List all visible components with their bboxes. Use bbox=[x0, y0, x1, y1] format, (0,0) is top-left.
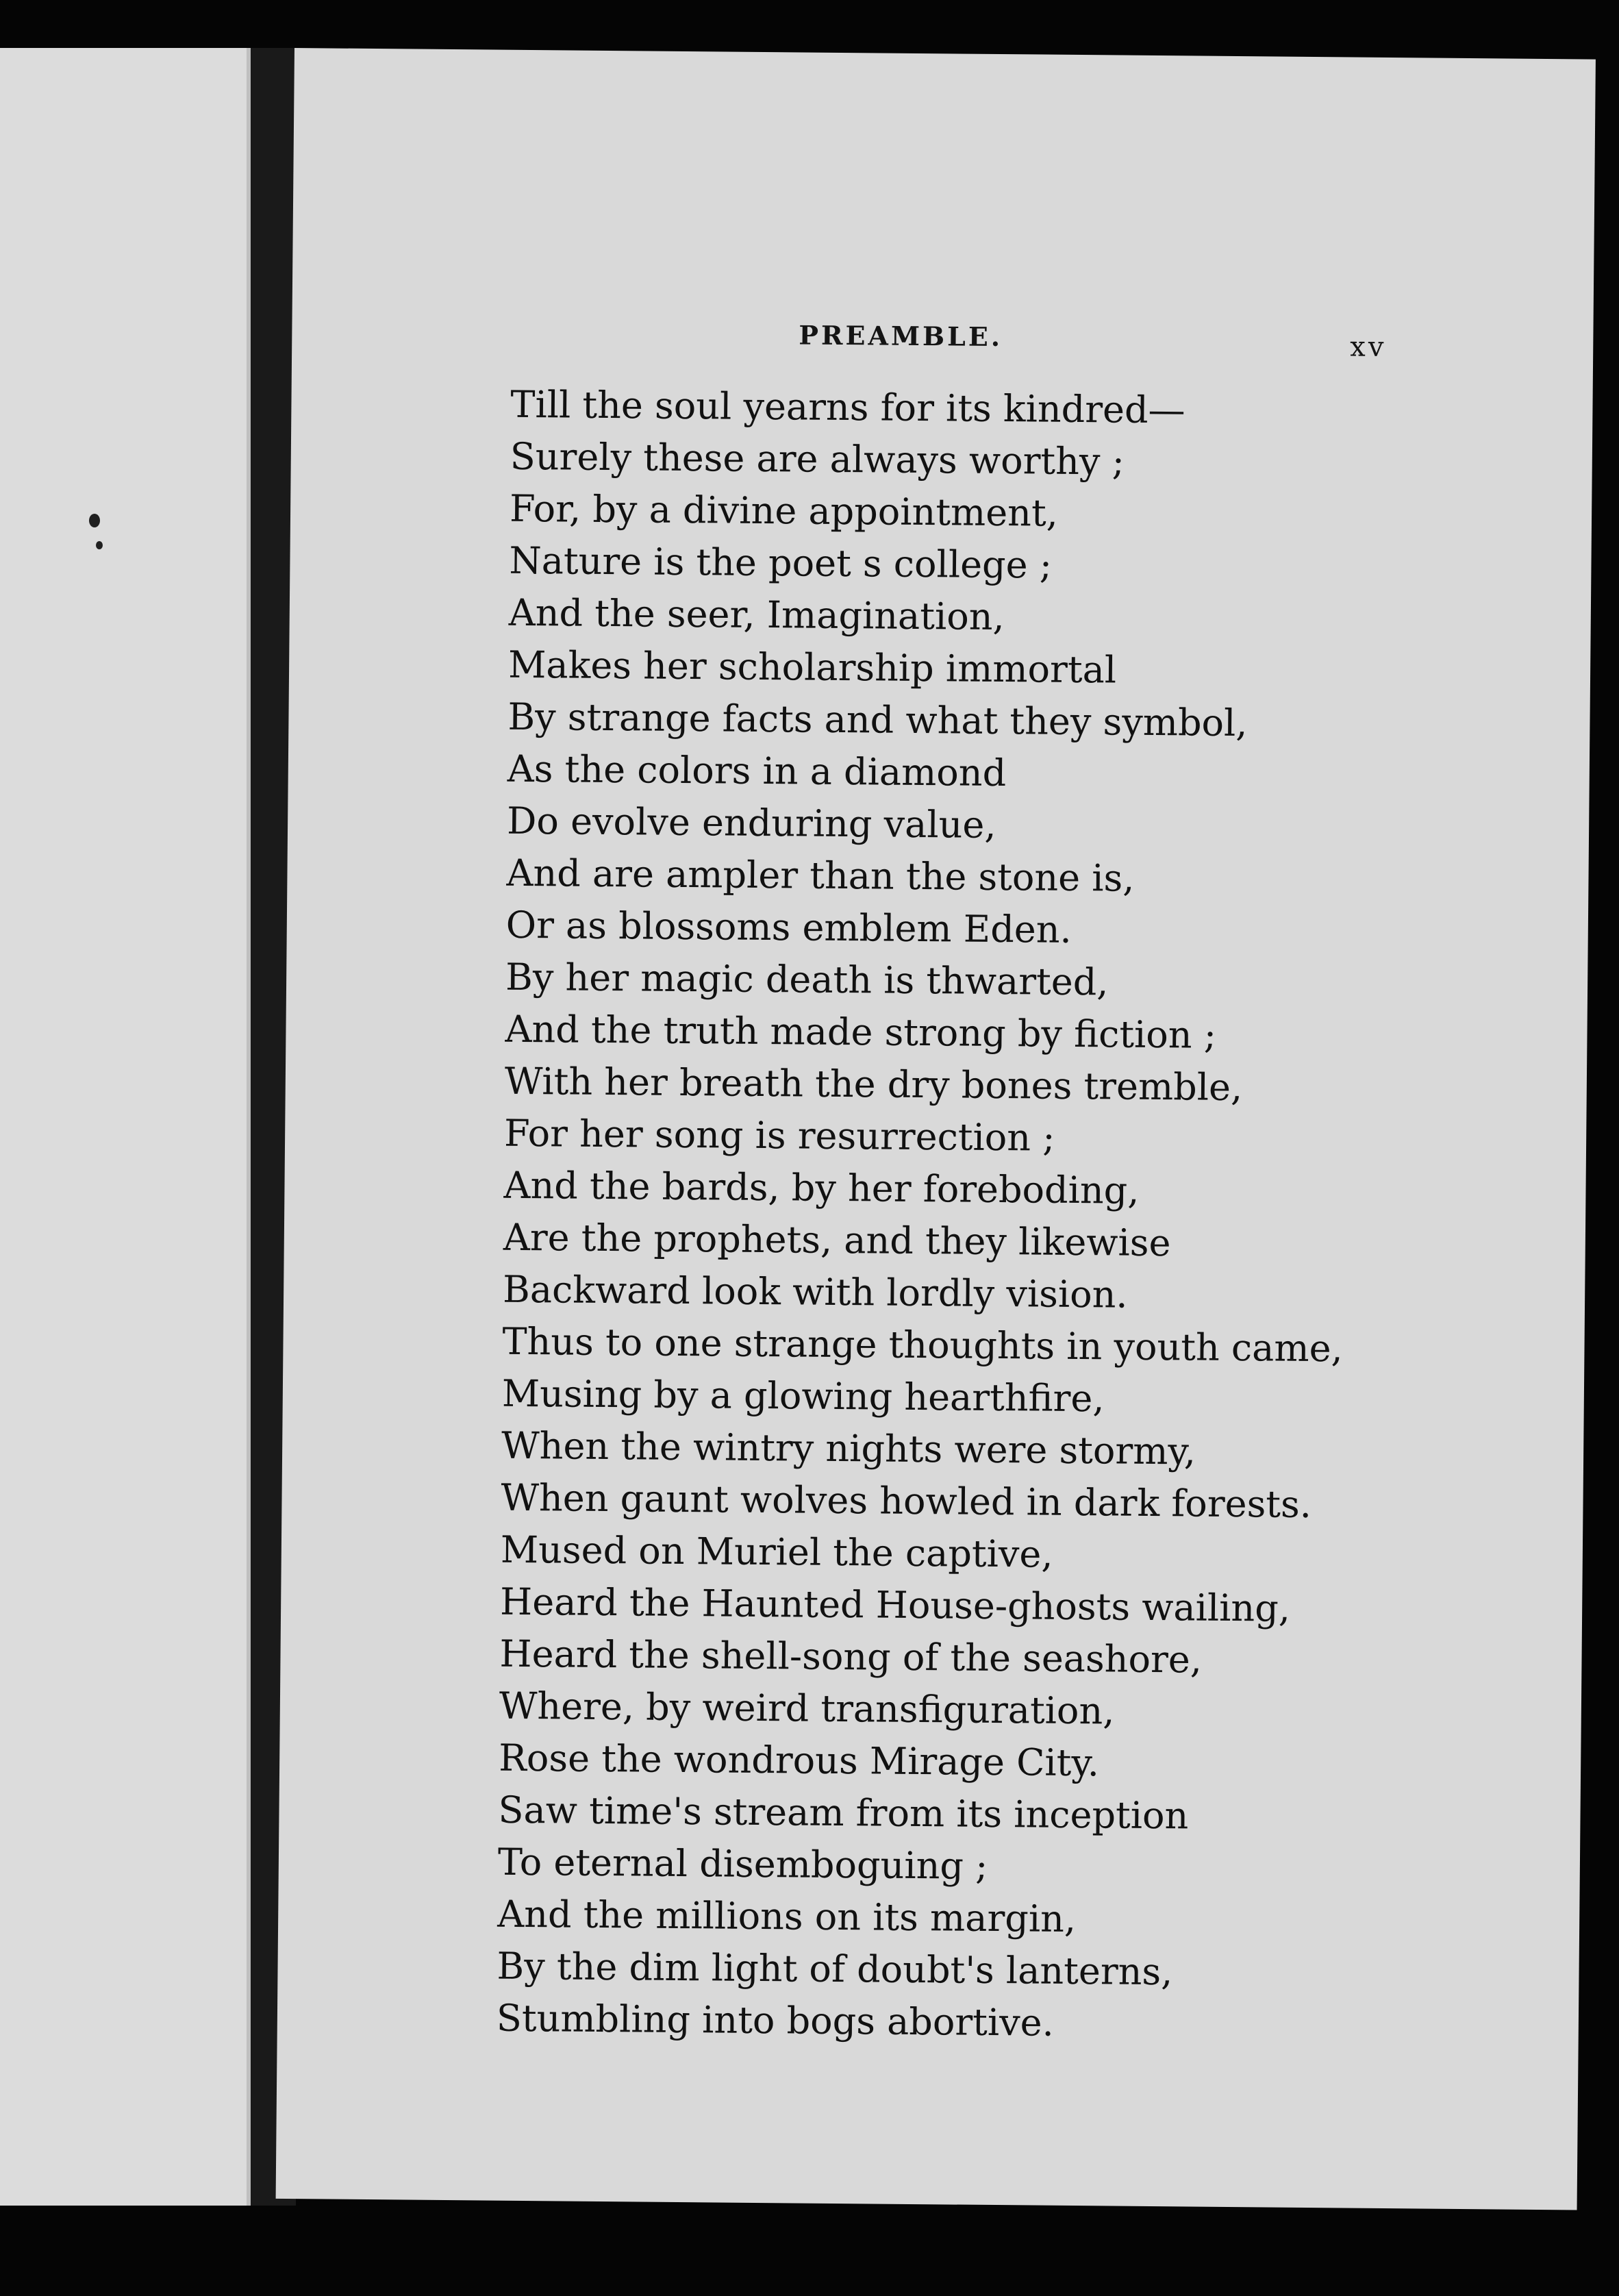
poem-line: Thus to one strange thoughts in youth came, bbox=[502, 1319, 1343, 1371]
poem-line: Saw time's stream from its inception bbox=[498, 1788, 1189, 1838]
poem-line: By strange facts and what they symbol, bbox=[507, 695, 1248, 745]
poem-line: Till the soul yearns for its kindred— bbox=[510, 382, 1185, 432]
poem-line: Backward look with lordly vision. bbox=[502, 1267, 1128, 1317]
poem-line: And the seer, Imagination, bbox=[508, 590, 1005, 639]
poem-line: By the dim light of doubt's lanterns, bbox=[497, 1944, 1173, 1994]
poem-line: By her magic death is thwarted, bbox=[505, 955, 1109, 1004]
running-head bbox=[292, 315, 1593, 368]
poem-line: To eternal disemboguing ; bbox=[497, 1840, 988, 1888]
poem-line: For her song is resurrection ; bbox=[503, 1111, 1055, 1160]
poem-text bbox=[497, 379, 1470, 2053]
poem-line: And are ampler than the stone is, bbox=[506, 851, 1135, 900]
poem-line: And the millions on its margin, bbox=[497, 1892, 1077, 1941]
poem-line: Musing by a glowing hearthfire, bbox=[501, 1371, 1105, 1421]
poem-line: When the wintry nights were stormy, bbox=[501, 1423, 1196, 1473]
poem-line: As the colors in a diamond bbox=[507, 747, 1007, 795]
poem-line: Makes her scholarship immortal bbox=[507, 642, 1117, 692]
poem-line: Stumbling into bogs abortive. bbox=[496, 1996, 1055, 2045]
poem-line: Nature is the poet s college ; bbox=[509, 538, 1053, 587]
poem-line: And the truth made strong by fiction ; bbox=[505, 1007, 1217, 1057]
poem-line: Or as blossoms emblem Eden. bbox=[505, 903, 1072, 951]
poem-line: Surely these are always worthy ; bbox=[510, 434, 1125, 484]
poem-line: Rose the wondrous Mirage City. bbox=[498, 1736, 1100, 1785]
left-page-edge bbox=[0, 48, 251, 2206]
poem-line: Heard the Haunted House-ghosts wailing, bbox=[499, 1580, 1291, 1630]
poem-line: And the bards, by her foreboding, bbox=[503, 1163, 1140, 1212]
poem-line: With her breath the dry bones tremble, bbox=[504, 1059, 1243, 1110]
page-title: PREAMBLE. bbox=[799, 319, 1003, 353]
poem-line: Are the prophets, and they likewise bbox=[503, 1215, 1171, 1265]
poem-line: Do evolve enduring value, bbox=[506, 799, 996, 847]
ink-speck bbox=[96, 541, 103, 549]
ink-speck bbox=[89, 514, 100, 527]
poem-line: Where, by weird transfiguration, bbox=[499, 1684, 1115, 1733]
page-number: xv bbox=[1350, 331, 1387, 363]
poem-line: For, by a divine appointment, bbox=[509, 486, 1059, 535]
poem-line: Heard the shell-song of the seashore, bbox=[499, 1632, 1203, 1682]
poem-line: Mused on Muriel the captive, bbox=[500, 1527, 1053, 1576]
right-page bbox=[276, 48, 1596, 2210]
poem-line: When gaunt wolves howled in dark forests. bbox=[501, 1475, 1312, 1527]
